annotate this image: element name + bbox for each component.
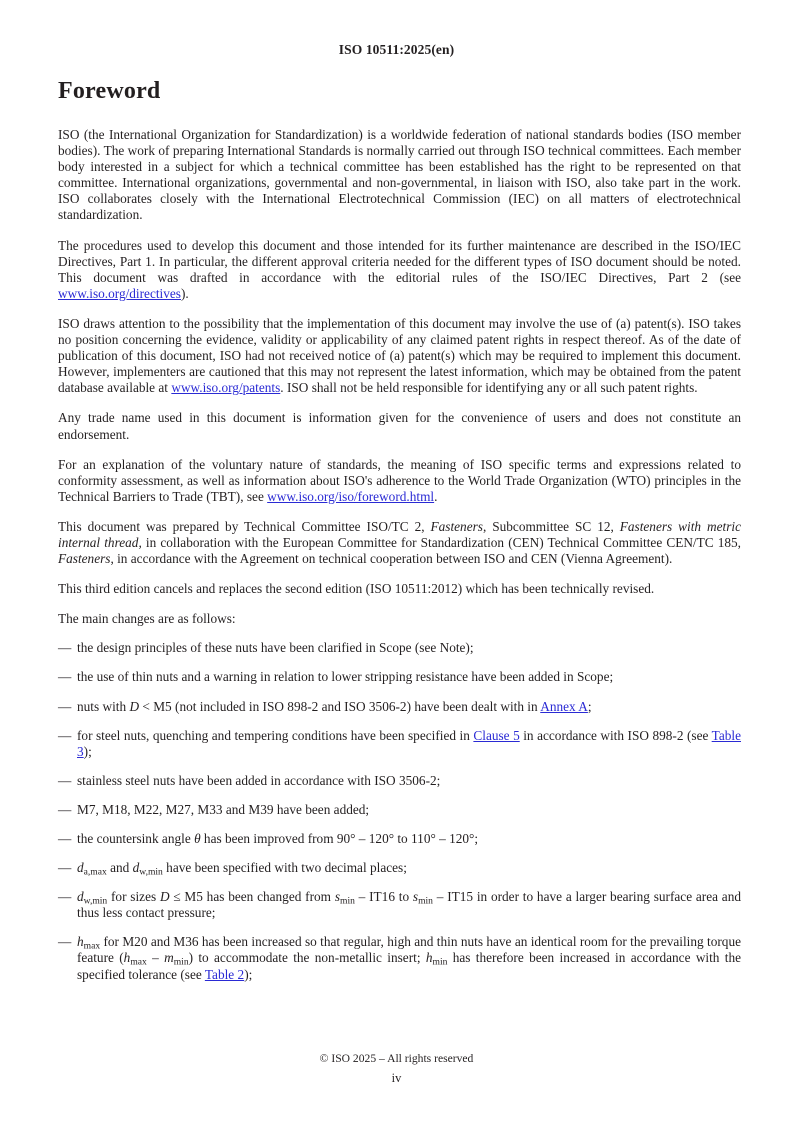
subscript-min: min xyxy=(173,956,189,968)
subscript-a-max: a,max xyxy=(83,866,107,878)
variable-d: d xyxy=(77,889,84,905)
list-item xyxy=(58,728,741,760)
em-dash-bullet: — xyxy=(58,669,72,685)
list-item-text: ); xyxy=(83,743,92,759)
list-item-text: and xyxy=(106,860,133,876)
list-item-text: – IT16 to xyxy=(354,889,413,905)
em-dash-bullet: — xyxy=(58,698,72,714)
link-iso-foreword[interactable]: www.iso.org/iso/foreword.html xyxy=(267,488,435,504)
variable-m: m xyxy=(164,950,174,966)
variable-d: d xyxy=(132,860,140,876)
page-title: Foreword xyxy=(58,78,161,104)
list-item-text: the countersink angle xyxy=(77,831,195,846)
subscript-max: max xyxy=(130,956,147,968)
em-dash-bullet: — xyxy=(58,831,72,846)
list-item-text: have been specified with two decimal places; xyxy=(162,860,407,876)
list-item xyxy=(58,802,741,818)
list-item xyxy=(58,934,741,982)
em-dash-bullet: — xyxy=(58,889,72,905)
list-item xyxy=(58,699,741,715)
list-item-text: – xyxy=(146,950,165,966)
variable-D: D xyxy=(159,889,170,905)
list-item xyxy=(58,860,741,876)
list-item-text: for sizes xyxy=(107,889,160,905)
list-item-text: has therefore been increased in accordance with the specified tolerance (see xyxy=(77,950,742,982)
list-item-text: stainless steel nuts have been added in accordance with ISO 3506-2; xyxy=(77,772,441,788)
paragraph-patents-tail: . ISO shall not be held responsible for identifying any or all such patent rights. xyxy=(280,380,698,396)
em-dash-bullet: — xyxy=(58,934,72,950)
committee-seg-2: , Subcommittee SC 12, xyxy=(482,518,620,534)
page-number: iv xyxy=(391,1071,402,1085)
em-dash-bullet: — xyxy=(58,860,72,876)
running-head: ISO 10511:2025(en) xyxy=(338,42,455,57)
list-item-text: ); xyxy=(244,966,253,982)
list-item xyxy=(58,640,741,656)
document-content xyxy=(58,78,741,983)
paragraph-voluntary-text: For an explanation of the voluntary nature of standards, the meaning of ISO specific terms and expressions related to conformity assessment, as well as information about ISO's adherence to the World Trade Organization (WTO) principles in the Technical Barriers to Trade (TBT), see xyxy=(58,456,741,504)
variable-s: s xyxy=(334,889,340,905)
paragraph-patents-text: ISO draws attention to the possibility that the implementation of this document may involve the use of (a) patent(s). ISO takes no position concerning the evidence, validity or applicability of any claimed patent rights in respect thereof. As of the date of publication of this document, ISO had not received notice of (a) patent(s) which may be required to implement this document. However, implementers are cautioned that this may not represent the latest information, which may be obtained from the patent database available at xyxy=(58,315,741,396)
list-item-text: ≤ M5 has been changed from xyxy=(169,889,335,905)
list-item-text: ; xyxy=(587,698,592,714)
list-item xyxy=(58,831,741,847)
list-item-text: has been improved from 90° – 120° to 110° – 120°; xyxy=(200,831,479,846)
link-table-3[interactable]: Table 3 xyxy=(77,727,741,759)
committee-seg-3: in collaboration with the European Committee for Standardization (CEN) Technical Committee CEN/TC 185, xyxy=(141,534,742,550)
list-item-text: for M20 and M36 has been increased so that regular, high and thin nuts have an identical room for the prevailing torque feature ( xyxy=(77,934,741,966)
paragraph-procedures-tail: ). xyxy=(180,285,189,301)
subscript-w-min: w,min xyxy=(83,895,108,907)
em-dash-bullet: — xyxy=(58,801,72,817)
em-dash-bullet: — xyxy=(58,640,72,656)
subscript-min: min xyxy=(340,895,355,907)
list-item-text: < M5 (not included in ISO 898-2 and ISO 3506-2) have been dealt with in xyxy=(139,698,541,714)
variable-s: s xyxy=(412,889,419,905)
list-item-text: ) to accommodate the non-metallic insert; xyxy=(188,950,426,966)
changes-list xyxy=(58,640,741,982)
list-item-text: in accordance with ISO 898-2 (see xyxy=(519,727,712,743)
link-clause-5[interactable]: Clause 5 xyxy=(473,727,520,743)
variable-theta: θ xyxy=(194,831,201,846)
paragraph-voluntary-tail: . xyxy=(434,488,438,504)
committee-italic-fasteners-2: Fasteners xyxy=(58,551,111,567)
paragraph-iso-definition: ISO (the International Organization for Standardization) is a worldwide federation of national standards bodies (ISO member bodies). The work of preparing International Standards is normally carried out through ISO technical committees. Each member body interested in a subject for which a technical committee has been established has the right to be represented on that committee. International organizations, governmental and non-governmental, in liaison with ISO, also take part in the work. ISO collaborates closely with the International Electrotechnical Commission (IEC) on all matters of electrotechnical standardization. xyxy=(58,127,741,223)
subscript-w-min: w,min xyxy=(139,866,163,878)
list-item xyxy=(58,669,741,685)
paragraph-procedures-text: The procedures used to develop this document and those intended for its further maintenance are described in the ISO/IEC Directives, Part 1. In particular, the different approval criteria needed for the different types of ISO document should be noted. This document was drafted in accordance with the editorial rules of the ISO/IEC Directives, Part 2 (see xyxy=(58,237,741,285)
variable-h: h xyxy=(425,950,433,966)
variable-h: h xyxy=(123,950,131,966)
list-item-text: nuts with xyxy=(77,698,130,714)
paragraph-third-edition: This third edition cancels and replaces the second edition (ISO 10511:2012) which has been technically revised. xyxy=(58,581,655,597)
page-footer xyxy=(0,1052,793,1086)
paragraph-main-changes-lead: The main changes are as follows: xyxy=(58,611,236,627)
link-iso-patents[interactable]: www.iso.org/patents xyxy=(171,380,281,396)
list-item-text: for steel nuts, quenching and tempering conditions have been specified in xyxy=(77,727,474,743)
link-iso-directives[interactable]: www.iso.org/directives xyxy=(58,285,181,301)
paragraph-trade-name: Any trade name used in this document is information given for the convenience of users and does not constitute an endorsement. xyxy=(58,410,741,442)
list-item-text: the design principles of these nuts have been clarified in Scope (see Note); xyxy=(77,640,474,656)
variable-d: d xyxy=(77,860,84,876)
list-item xyxy=(58,773,741,789)
subscript-max: max xyxy=(83,940,101,952)
subscript-min: min xyxy=(418,895,433,907)
list-item-text: M7, M18, M22, M27, M33 and M39 have been added; xyxy=(77,801,370,817)
em-dash-bullet: — xyxy=(58,772,72,788)
list-item-text: – IT15 in order to have a larger bearing surface area and thus less contact pressure; xyxy=(77,889,742,921)
link-annex-a[interactable]: Annex A xyxy=(540,698,588,714)
committee-seg-4: , in accordance with the Agreement on technical cooperation between ISO and CEN (Vienna Agreement). xyxy=(110,551,673,567)
paragraph-procedures xyxy=(58,238,741,302)
copyright-notice: © ISO 2025 – All rights reserved xyxy=(319,1052,474,1065)
paragraph-patents xyxy=(58,316,741,396)
paragraph-voluntary-nature xyxy=(58,457,741,505)
list-item-text: the use of thin nuts and a warning in relation to lower stripping resistance have been added in Scope; xyxy=(77,669,614,685)
committee-italic-fasteners-1: Fasteners xyxy=(430,518,483,534)
subscript-min: min xyxy=(432,956,448,968)
variable-D: D xyxy=(129,698,140,714)
link-table-2[interactable]: Table 2 xyxy=(204,966,245,982)
paragraph-committee xyxy=(58,519,741,567)
committee-italic-metric-thread: Fasteners with metric internal thread, xyxy=(58,518,741,550)
list-item xyxy=(58,889,741,921)
committee-seg-1: This document was prepared by Technical Committee ISO/TC 2, xyxy=(58,518,431,534)
em-dash-bullet: — xyxy=(58,727,72,743)
variable-h: h xyxy=(77,934,84,950)
